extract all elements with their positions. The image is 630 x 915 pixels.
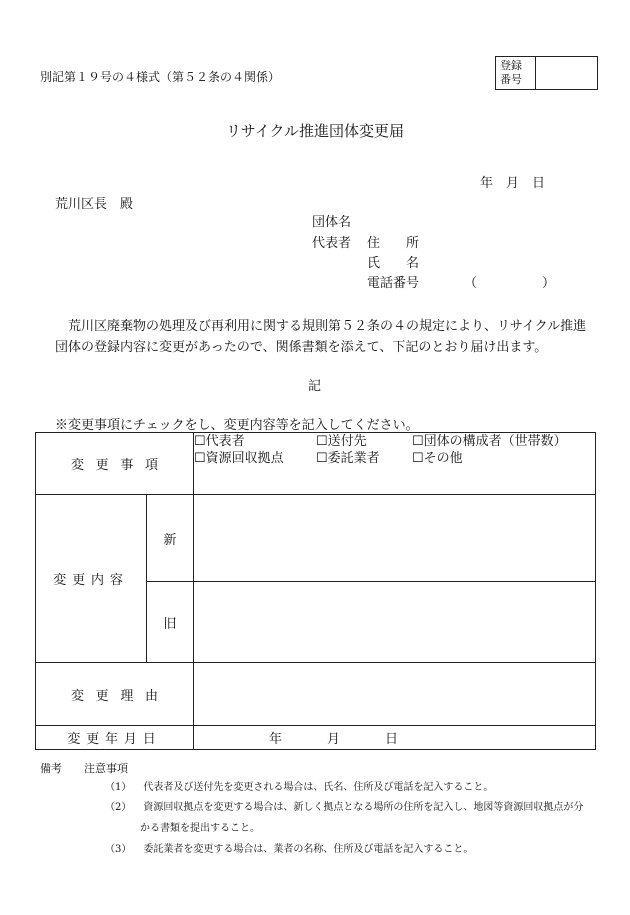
note-1-number: （1） bbox=[105, 782, 132, 793]
checkbox-members[interactable]: ☐団体の構成者（世帯数） bbox=[412, 434, 567, 449]
phone-parens[interactable]: （ ） bbox=[464, 276, 556, 291]
note-2-text-a: 資源回収拠点を変更する場合は、新しく拠点となる場所の住所を記入し、地図等資源回収拠点が分 bbox=[143, 802, 584, 813]
date-year: 年 bbox=[269, 732, 283, 747]
registration-label-line2: 番号 bbox=[500, 73, 522, 86]
change-date-label: 変更年月日 bbox=[67, 732, 162, 747]
name-label: 氏 名 bbox=[367, 256, 420, 271]
date-day: 日 bbox=[385, 732, 399, 747]
change-table bbox=[35, 432, 596, 750]
change-reason-label-cell bbox=[36, 663, 194, 726]
note-2 bbox=[105, 801, 583, 815]
group-name-label: 団体名 bbox=[312, 215, 352, 230]
submission-date[interactable]: 年 月 日 bbox=[480, 176, 546, 191]
representative-label: 代表者 bbox=[312, 236, 352, 251]
body-line-2: 団体の登録内容に変更があったので、関係書類を添えて、下記のとおり届け出ます。 bbox=[55, 340, 548, 355]
new-label: 新 bbox=[147, 495, 194, 582]
change-items-checkboxes bbox=[194, 433, 596, 495]
old-content-field[interactable] bbox=[194, 582, 596, 663]
date-month: 月 bbox=[327, 732, 341, 747]
new-content-field[interactable] bbox=[194, 495, 596, 582]
old-label: 旧 bbox=[147, 582, 194, 663]
change-date-label-cell bbox=[36, 726, 194, 750]
note-1-text: 代表者及び送付先を変更される場合は、氏名、住所及び電話を記入すること。 bbox=[143, 782, 494, 793]
change-reason-field[interactable] bbox=[194, 663, 596, 726]
notes-caution-label: 注意事項 bbox=[84, 762, 128, 775]
change-items-label-cell bbox=[36, 433, 194, 495]
change-content-label: 変更内容 bbox=[53, 573, 129, 588]
registration-label bbox=[496, 57, 536, 89]
body-line-1: 荒川区廃棄物の処理及び再利用に関する規則第５２条の４の規定により、リサイクル推進 bbox=[68, 319, 587, 334]
note-3 bbox=[105, 843, 473, 857]
form-reference: 別記第１９号の４様式（第５２条の４関係） bbox=[40, 70, 281, 84]
checkbox-destination[interactable]: ☐送付先 bbox=[316, 434, 367, 449]
note-3-number: （3） bbox=[105, 844, 132, 855]
checkbox-representative[interactable]: ☐代表者 bbox=[194, 434, 245, 449]
phone-label: 電話番号 bbox=[367, 276, 420, 291]
registration-label-line1: 登録 bbox=[500, 59, 522, 72]
notes-heading bbox=[40, 760, 128, 776]
instruction-notice: ※変更事項にチェックをし、変更内容等を記入してください。 bbox=[55, 418, 419, 433]
change-items-label: 変更事項 bbox=[70, 458, 170, 473]
page-title: リサイクル推進団体変更届 bbox=[226, 122, 404, 140]
registration-number-field[interactable] bbox=[537, 57, 597, 89]
addressee: 荒川区長 殿 bbox=[55, 197, 134, 212]
address-label: 住 所 bbox=[367, 236, 420, 251]
change-reason-label: 変更理由 bbox=[70, 688, 170, 704]
change-content-label-cell bbox=[36, 495, 147, 663]
checkbox-collection-point[interactable]: ☐資源回収拠点 bbox=[194, 451, 284, 466]
note-1 bbox=[105, 781, 493, 795]
ki-label: 記 bbox=[308, 379, 322, 394]
registration-number-box bbox=[495, 56, 598, 90]
checkbox-contractor[interactable]: ☐委託業者 bbox=[316, 451, 380, 466]
note-2-number: （2） bbox=[105, 802, 132, 813]
checkbox-other[interactable]: ☐その他 bbox=[412, 451, 463, 466]
note-3-text: 委託業者を変更する場合は、業者の名称、住所及び電話を記入すること。 bbox=[143, 844, 474, 855]
notes-label: 備考 bbox=[40, 762, 62, 775]
change-date-field[interactable] bbox=[194, 726, 596, 750]
note-2-cont: かる書類を提出すること。 bbox=[140, 823, 260, 834]
